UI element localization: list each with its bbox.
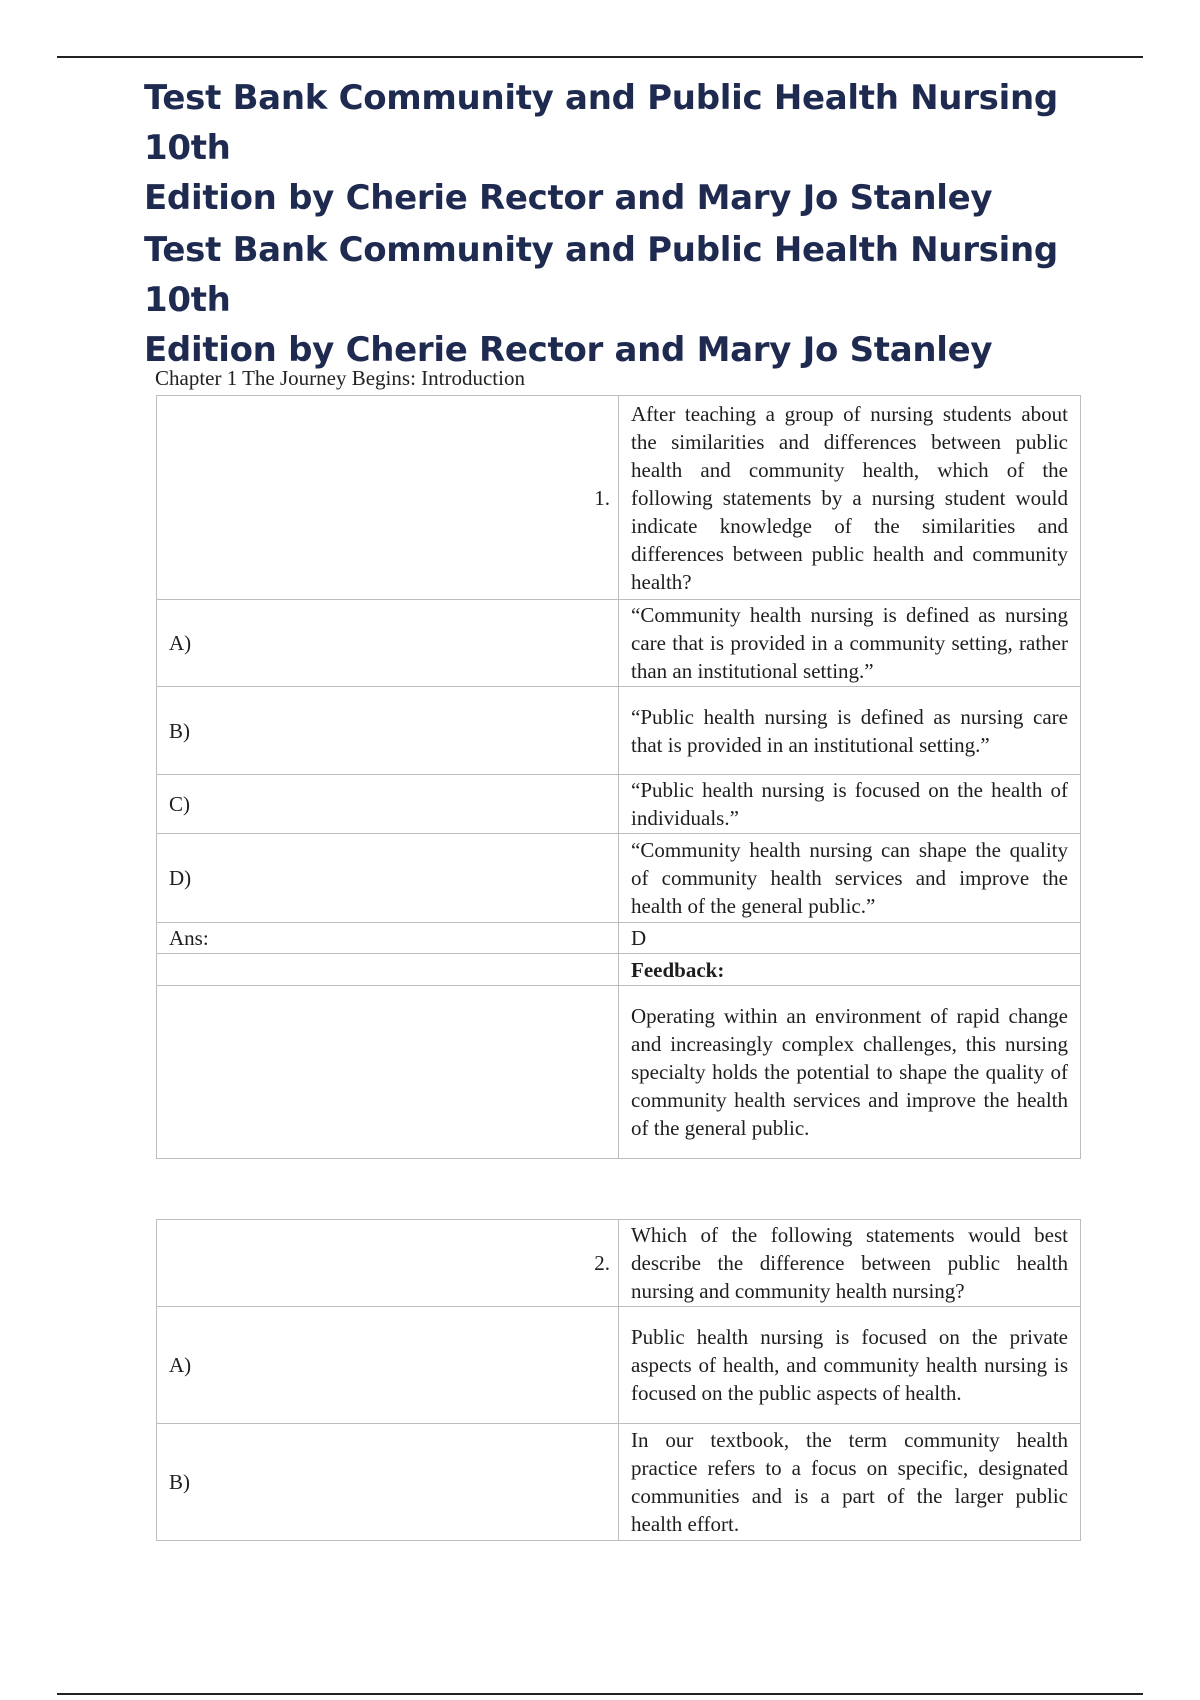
answer-value: D — [619, 923, 1081, 954]
title-repeat-line-1: Test Bank Community and Public Health Nursing 10th — [144, 230, 1058, 320]
answer-row — [157, 923, 1081, 954]
option-label: C) — [157, 775, 619, 834]
bottom-rule — [57, 1693, 1143, 1695]
option-label: B) — [157, 1424, 619, 1541]
question-stem-row — [157, 1220, 1081, 1307]
feedback-row — [157, 986, 1081, 1159]
question-stem: After teaching a group of nursing students about the similarities and differences between public health and community health, which of the following statements by a nursing student would indicate knowledge of the similarities and differences between public health and community health? — [619, 396, 1081, 600]
document-title — [144, 73, 1134, 223]
title-line-1: Test Bank Community and Public Health Nursing 10th — [144, 78, 1058, 168]
option-text: In our textbook, the term community health practice refers to a focus on specific, designated communities and is a part of the larger public health effort. — [619, 1424, 1081, 1541]
option-row-a — [157, 600, 1081, 687]
option-label: B) — [157, 687, 619, 775]
option-row-b — [157, 1424, 1081, 1541]
top-rule — [57, 56, 1143, 58]
option-text: Public health nursing is focused on the private aspects of health, and community health nursing is focused on the public aspects of health. — [619, 1307, 1081, 1424]
answer-label: Ans: — [157, 923, 619, 954]
option-text: “Public health nursing is focused on the health of individuals.” — [619, 775, 1081, 834]
chapter-heading: Chapter 1 The Journey Begins: Introduction — [155, 366, 525, 390]
question-stem-row — [157, 396, 1081, 600]
question-table-2 — [156, 1219, 1081, 1541]
option-label: A) — [157, 1307, 619, 1424]
option-text: “Community health nursing can shape the quality of community health services and improve the health of the general public.” — [619, 834, 1081, 923]
document-title-repeat — [144, 225, 1134, 375]
title-line-2: Edition by Cherie Rector and Mary Jo Stanley — [144, 178, 993, 218]
option-text: “Community health nursing is defined as nursing care that is provided in a community setting, rather than an institutional setting.” — [619, 600, 1081, 687]
empty-cell — [157, 986, 619, 1159]
feedback-text: Operating within an environment of rapid change and increasingly complex challenges, this nursing specialty holds the potential to shape the quality of community health services and improve the health of the general public. — [619, 986, 1081, 1159]
option-label: A) — [157, 600, 619, 687]
title-repeat-line-2: Edition by Cherie Rector and Mary Jo Stanley — [144, 330, 993, 370]
option-row-a — [157, 1307, 1081, 1424]
question-table-1 — [156, 395, 1081, 1159]
option-text: “Public health nursing is defined as nursing care that is provided in an institutional setting.” — [619, 687, 1081, 775]
option-row-c — [157, 775, 1081, 834]
option-row-d — [157, 834, 1081, 923]
question-number: 1. — [157, 396, 619, 600]
option-label: D) — [157, 834, 619, 923]
empty-cell — [157, 954, 619, 986]
question-number: 2. — [157, 1220, 619, 1307]
option-row-b — [157, 687, 1081, 775]
feedback-label: Feedback: — [619, 954, 1081, 986]
feedback-label-row — [157, 954, 1081, 986]
question-stem: Which of the following statements would best describe the difference between public health nursing and community health nursing? — [619, 1220, 1081, 1307]
